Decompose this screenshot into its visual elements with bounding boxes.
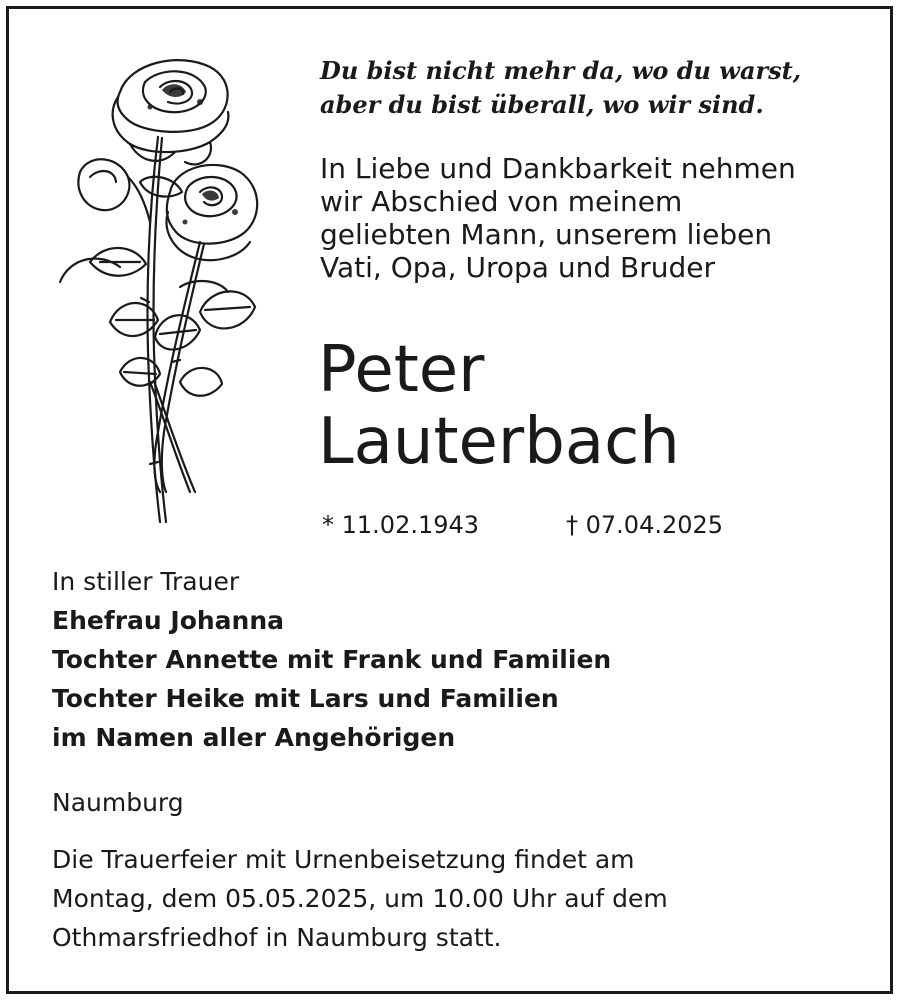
quote-line-1: Du bist nicht mehr da, wo du warst, <box>320 56 802 85</box>
deceased-last-name: Lauterbach <box>318 405 680 479</box>
mourner-name: im Namen aller Angehörigen <box>52 723 456 752</box>
mourner-name: Ehefrau Johanna <box>52 606 285 635</box>
deceased-name <box>318 334 680 478</box>
ceremony-line-1: Die Trauerfeier mit Urnenbeisetzung findet am <box>52 845 635 874</box>
mourners <box>52 562 611 757</box>
intro-line-2: wir Abschied von meinem <box>320 185 683 218</box>
deceased-first-name: Peter <box>318 333 485 407</box>
mourner-name: Tochter Annette mit Frank und Familien <box>52 645 612 674</box>
birth-date: * 11.02.1943 <box>322 511 480 539</box>
death-date: † 07.04.2025 <box>566 511 724 539</box>
intro-line-3: geliebten Mann, unserem lieben <box>320 218 773 251</box>
ceremony-line-2: Montag, dem 05.05.2025, um 10.00 Uhr auf dem <box>52 884 668 913</box>
quote <box>320 54 801 122</box>
place: Naumburg <box>52 788 184 817</box>
mourners-intro: In stiller Trauer <box>52 567 240 596</box>
intro-line-4: Vati, Opa, Uropa und Bruder <box>320 251 715 284</box>
mourner-name: Tochter Heike mit Lars und Familien <box>52 684 559 713</box>
ceremony-info <box>52 840 668 957</box>
intro-text <box>320 152 796 284</box>
ceremony-line-3: Othmarsfriedhof in Naumburg statt. <box>52 923 502 952</box>
quote-line-2: aber du bist überall, wo wir sind. <box>320 90 764 119</box>
rose-illustration-icon <box>50 52 270 532</box>
intro-line-1: In Liebe und Dankbarkeit nehmen <box>320 152 796 185</box>
